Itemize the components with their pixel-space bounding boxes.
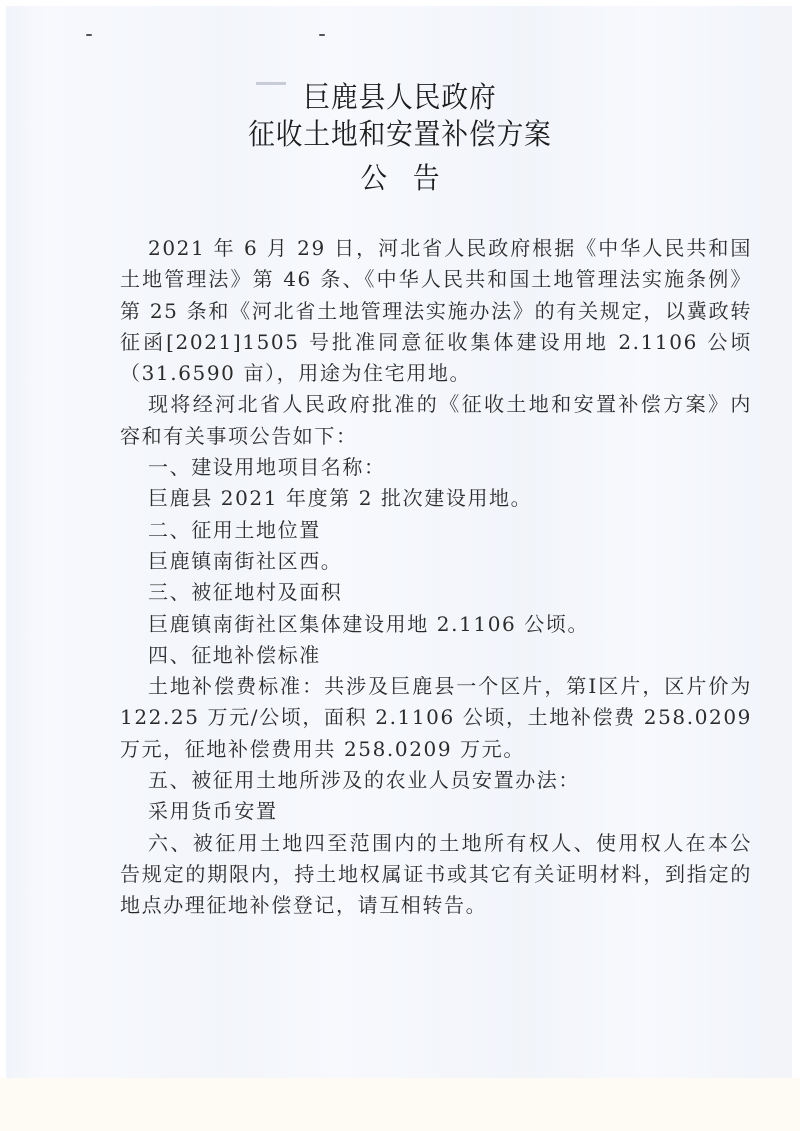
document-body [120,233,752,922]
section-heading-project-name: 一、建设用地项目名称： [148,455,386,480]
resettlement-text: 采用货币安置 [148,799,278,824]
document-title [0,79,800,197]
section-heading-compensation: 四、征地补偿标准 [148,642,321,667]
scan-mark [319,34,325,36]
scan-mark [86,34,92,36]
section-heading-resettlement: 五、被征用土地所涉及的农业人员安置办法： [148,768,580,793]
scan-bottom-edge [0,1078,800,1131]
location-text: 巨鹿镇南街社区西。 [148,548,343,573]
village-area-text: 巨鹿镇南街社区集体建设用地 2.1106 公顷。 [148,611,590,636]
title-notice: 公告 [360,161,466,195]
section-heading-village-area: 三、被征地村及面积 [148,580,343,605]
project-name-text: 巨鹿县 2021 年度第 2 批次建设用地。 [148,486,533,511]
title-issuer: 巨鹿县人民政府 [303,80,497,114]
compensation-text: 土地补偿费标准：共涉及巨鹿县一个区片，第Ⅰ区片，区片价为 122.25 万元/公顷，面积 2.1106 公顷，土地补偿费 258.0209 万元，征地补偿费用共 258.0209 万元。 [120,674,752,761]
announcement-paragraph: 现将经河北省人民政府批准的《征收土地和安置补偿方案》内容和有关事项公告如下： [120,392,752,448]
title-subject: 征收土地和安置补偿方案 [248,117,552,151]
section-registration: 六、被征用土地四至范围内的土地所有权人、使用权人在本公告规定的期限内，持土地权属证书或其它有关证明材料，到指定的地点办理征地补偿登记，请互相转告。 [120,830,752,918]
intro-paragraph: 2021 年 6 月 29 日，河北省人民政府根据《中华人民共和国土地管理法》第 46 条、《中华人民共和国土地管理法实施条例》第 25 条和《河北省土地管理法实施办法》的有关规定，以冀政转征函[2021]1505 号批准同意征收集体建设用地 2.1106 公顷（31.6590 亩），用途为住宅用地。 [120,236,752,386]
section-heading-location: 二、征用土地位置 [148,517,321,542]
